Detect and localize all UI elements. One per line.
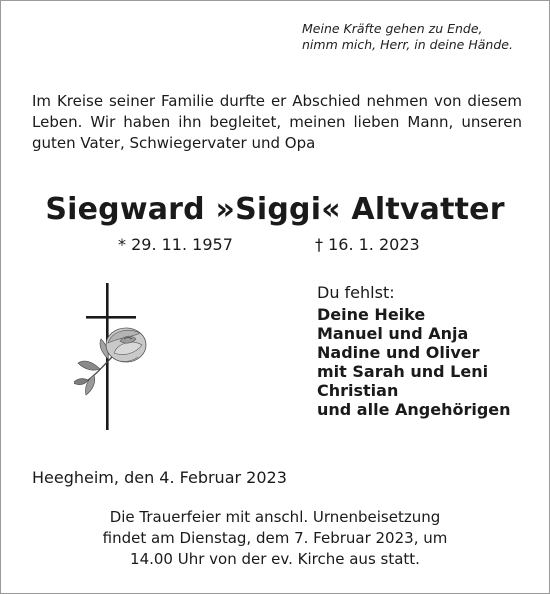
mourner-name: Christian xyxy=(317,381,399,400)
mourner-name: Nadine und Oliver xyxy=(317,343,480,362)
motto-line: nimm mich, Herr, in deine Hände. xyxy=(302,37,513,52)
service-line: 14.00 Uhr von der ev. Kirche aus statt. xyxy=(130,550,420,568)
mourner-name: Manuel und Anja xyxy=(317,324,469,343)
service-notice xyxy=(0,507,550,570)
mourners-block xyxy=(317,283,537,419)
intro-text: Im Kreise seiner Familie durfte er Abschied nehmen von diesem Leben. Wir haben ihn begleitet, meinen lieben Mann, unseren guten Vater, Schwiegervater und Opa xyxy=(32,92,522,152)
mourner-name: mit Sarah und Leni xyxy=(317,362,489,381)
cross-with-rose-icon xyxy=(74,283,164,430)
service-line: Die Trauerfeier mit anschl. Urnenbeisetzung xyxy=(109,508,441,526)
mourner-name: und alle Angehörigen xyxy=(317,400,511,419)
motto-verse xyxy=(302,21,532,53)
mourner-name: Deine Heike xyxy=(317,305,426,324)
death-date: † 16. 1. 2023 xyxy=(315,235,420,254)
place-and-date: Heegheim, den 4. Februar 2023 xyxy=(32,468,287,487)
mourners-lead: Du fehlst: xyxy=(317,283,395,302)
service-line: findet am Dienstag, dem 7. Februar 2023, um xyxy=(102,529,448,547)
motto-line: Meine Kräfte gehen zu Ende, xyxy=(302,21,483,36)
birth-date: * 29. 11. 1957 xyxy=(118,235,233,254)
mourners-list xyxy=(317,305,537,419)
deceased-name: Siegward »Siggi« Altvatter xyxy=(45,192,505,227)
